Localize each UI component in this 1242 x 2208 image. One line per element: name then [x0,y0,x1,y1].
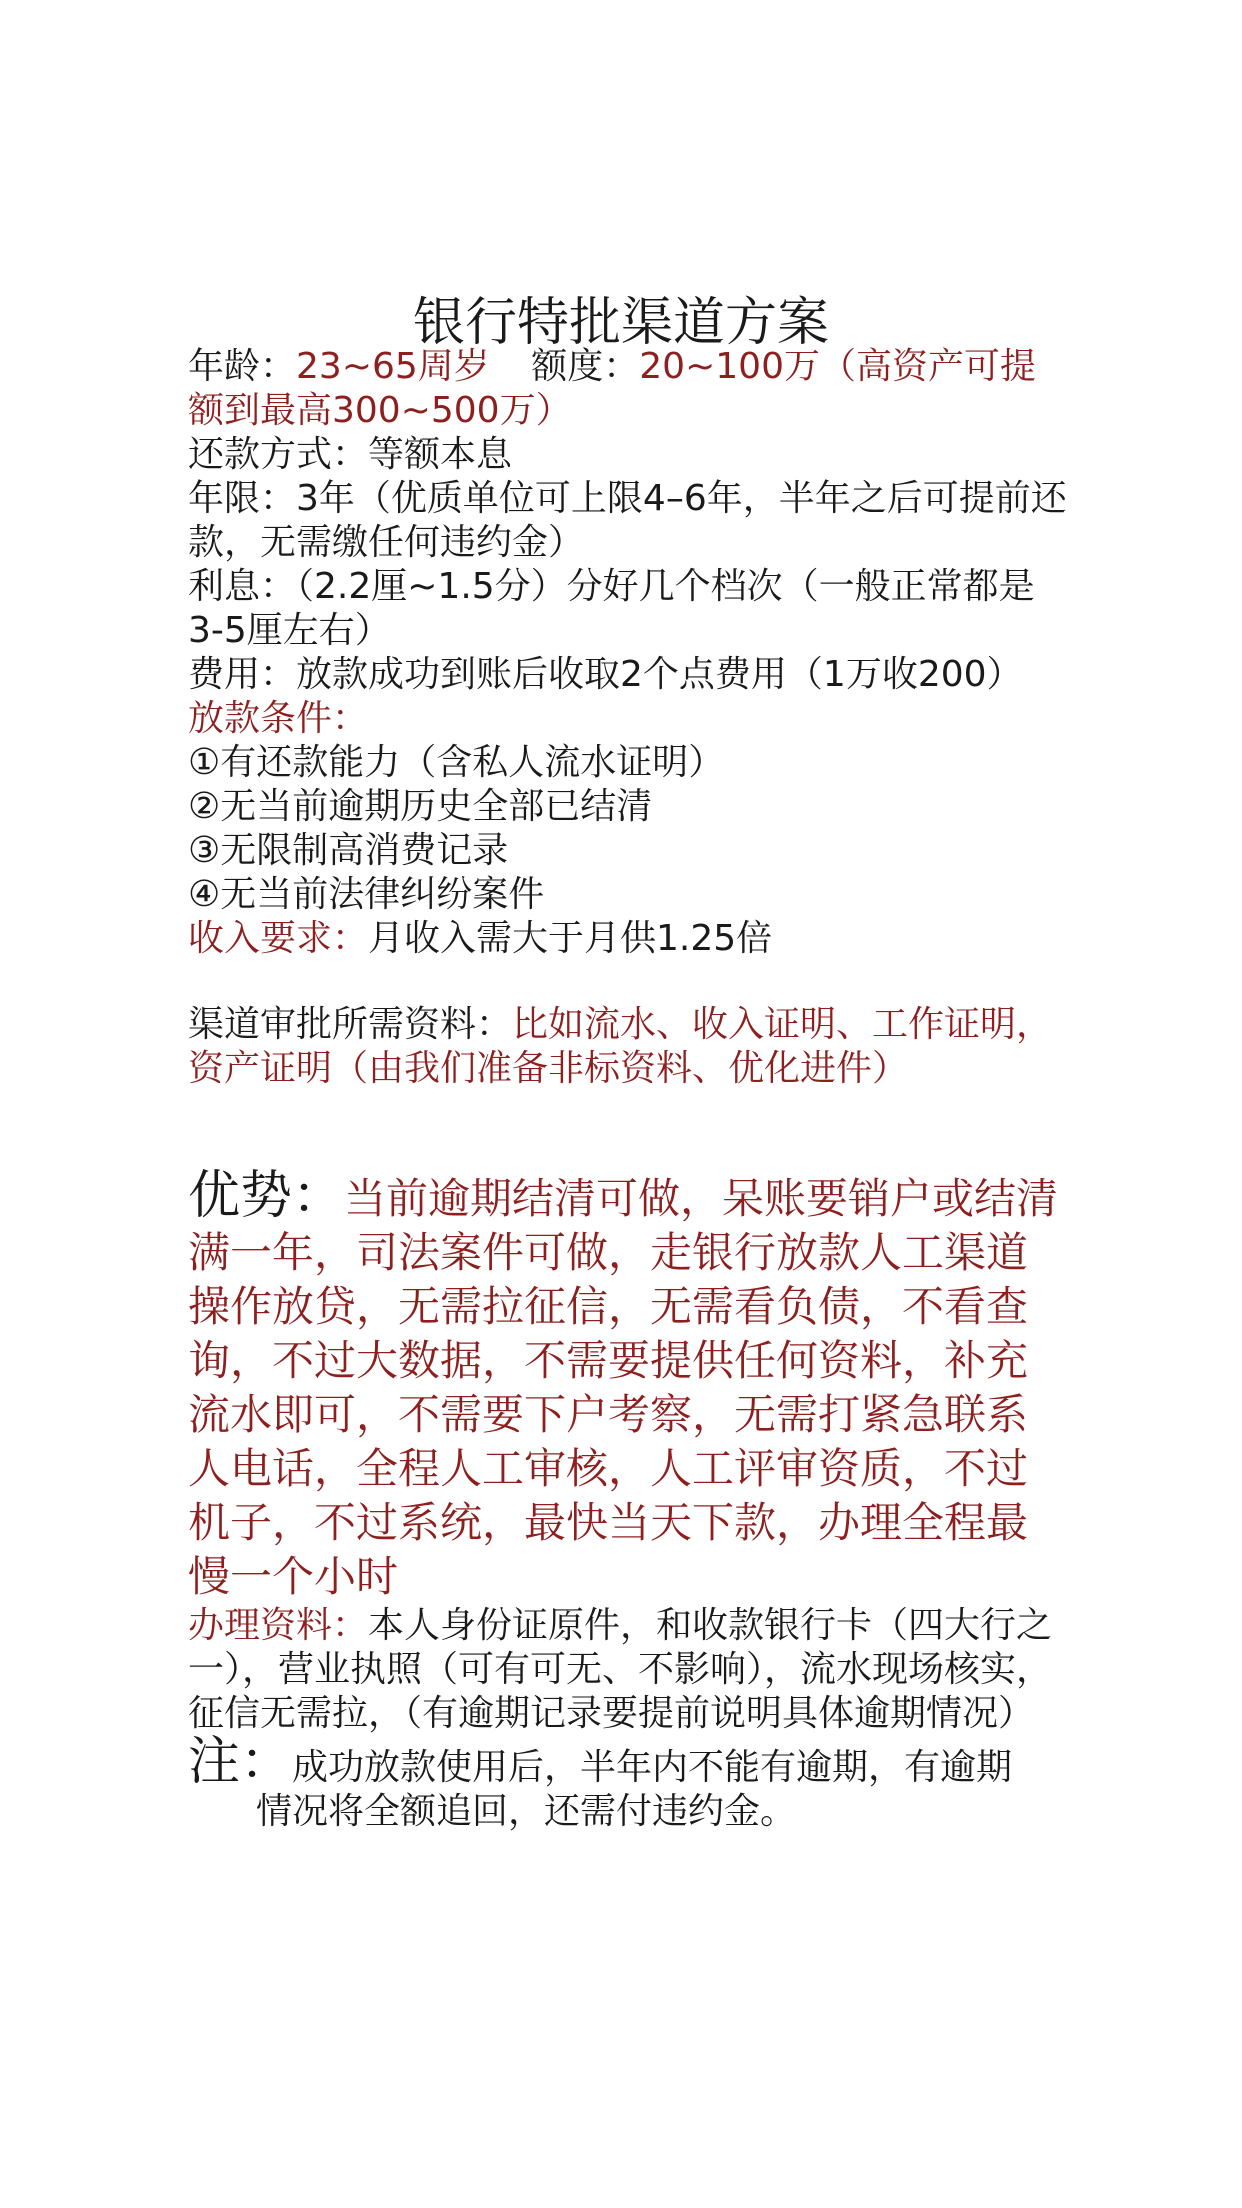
income-label: 收入要求： [188,918,369,959]
interest-row [188,565,1068,653]
term-label: 年限： [188,478,297,519]
advantage-label: 优势： [188,1166,345,1226]
age-row [188,345,1068,433]
note-line-1 [188,1732,1068,1792]
repay-row [188,433,1068,477]
condition-item: ③无限制高消费记录 [188,830,509,871]
repay-value: 等额本息 [368,434,513,475]
amount-label: 额度： [531,346,640,387]
age-label: 年龄： [188,346,297,387]
note-label: 注： [188,1732,293,1792]
condition-item: ②无当前逾期历史全部已结清 [188,786,653,827]
income-value: 月收入需大于月供1.25倍 [368,918,773,959]
fee-row [188,653,1068,697]
advantage-value: 当前逾期结清可做，呆账要销户或结清满一年，司法案件可做，走银行放款人工渠道操作放贷，无需拉征信，无需看负债，不看查询，不过大数据，不需要提供任何资料，补充流水即可，不需要下户考察，无需打紧急联系人电话，全程人工审核，人工评审资质，不过机子，不过系统，最快当天下款，办理全程最慢一个小时 [188,1174,1059,1601]
conditions-label: 放款条件： [188,698,369,739]
fee-value: 放款成功到账后收取2个点费用（1万收200） [296,654,1023,695]
condition-item: ①有还款能力（含私人流水证明） [188,742,725,783]
note-text-1: 成功放款使用后，半年内不能有逾期，有逾期 [292,1747,1013,1788]
fee-label: 费用： [188,654,297,695]
repay-label: 还款方式： [188,434,369,475]
plan-content [188,345,1068,1834]
age-value: 23~65周岁 [296,346,490,387]
docs-label: 办理资料： [188,1605,369,1646]
page-title: 银行特批渠道方案 [412,293,829,353]
advantage-row [188,1166,1068,1604]
docs-value: 本人身份证原件，和收款银行卡（四大行之一），营业执照（可有可无、不影响），流水现场核实，征信无需拉，（有逾期记录要提前说明具体逾期情况） [188,1605,1053,1734]
term-row [188,477,1068,565]
condition-item: ④无当前法律纠纷案件 [188,874,545,915]
amount-value: 20~100万（高资产可提额到最高300~500万） [188,346,1036,431]
note-line-2: 情况将全额追回，还需付违约金。 [256,1791,797,1832]
spacer [188,961,1068,1003]
interest-value: （2.2厘~1.5分）分好几个档次（一般正常都是3-5厘左右） [188,566,1035,651]
materials-row [188,1003,1068,1091]
interest-label: 利息： [188,566,297,607]
spacer [188,1091,1068,1169]
materials-value: 比如流水、收入证明、工作证明，资产证明（由我们准备非标资料、优化进件） [188,1004,1053,1089]
materials-label: 渠道审批所需资料： [188,1004,513,1045]
income-row [188,917,1068,961]
docs-row [188,1604,1068,1736]
note-block [188,1732,1068,1834]
term-value: 3年（优质单位可上限4–6年，半年之后可提前还款，无需缴任何违约金） [188,478,1067,563]
